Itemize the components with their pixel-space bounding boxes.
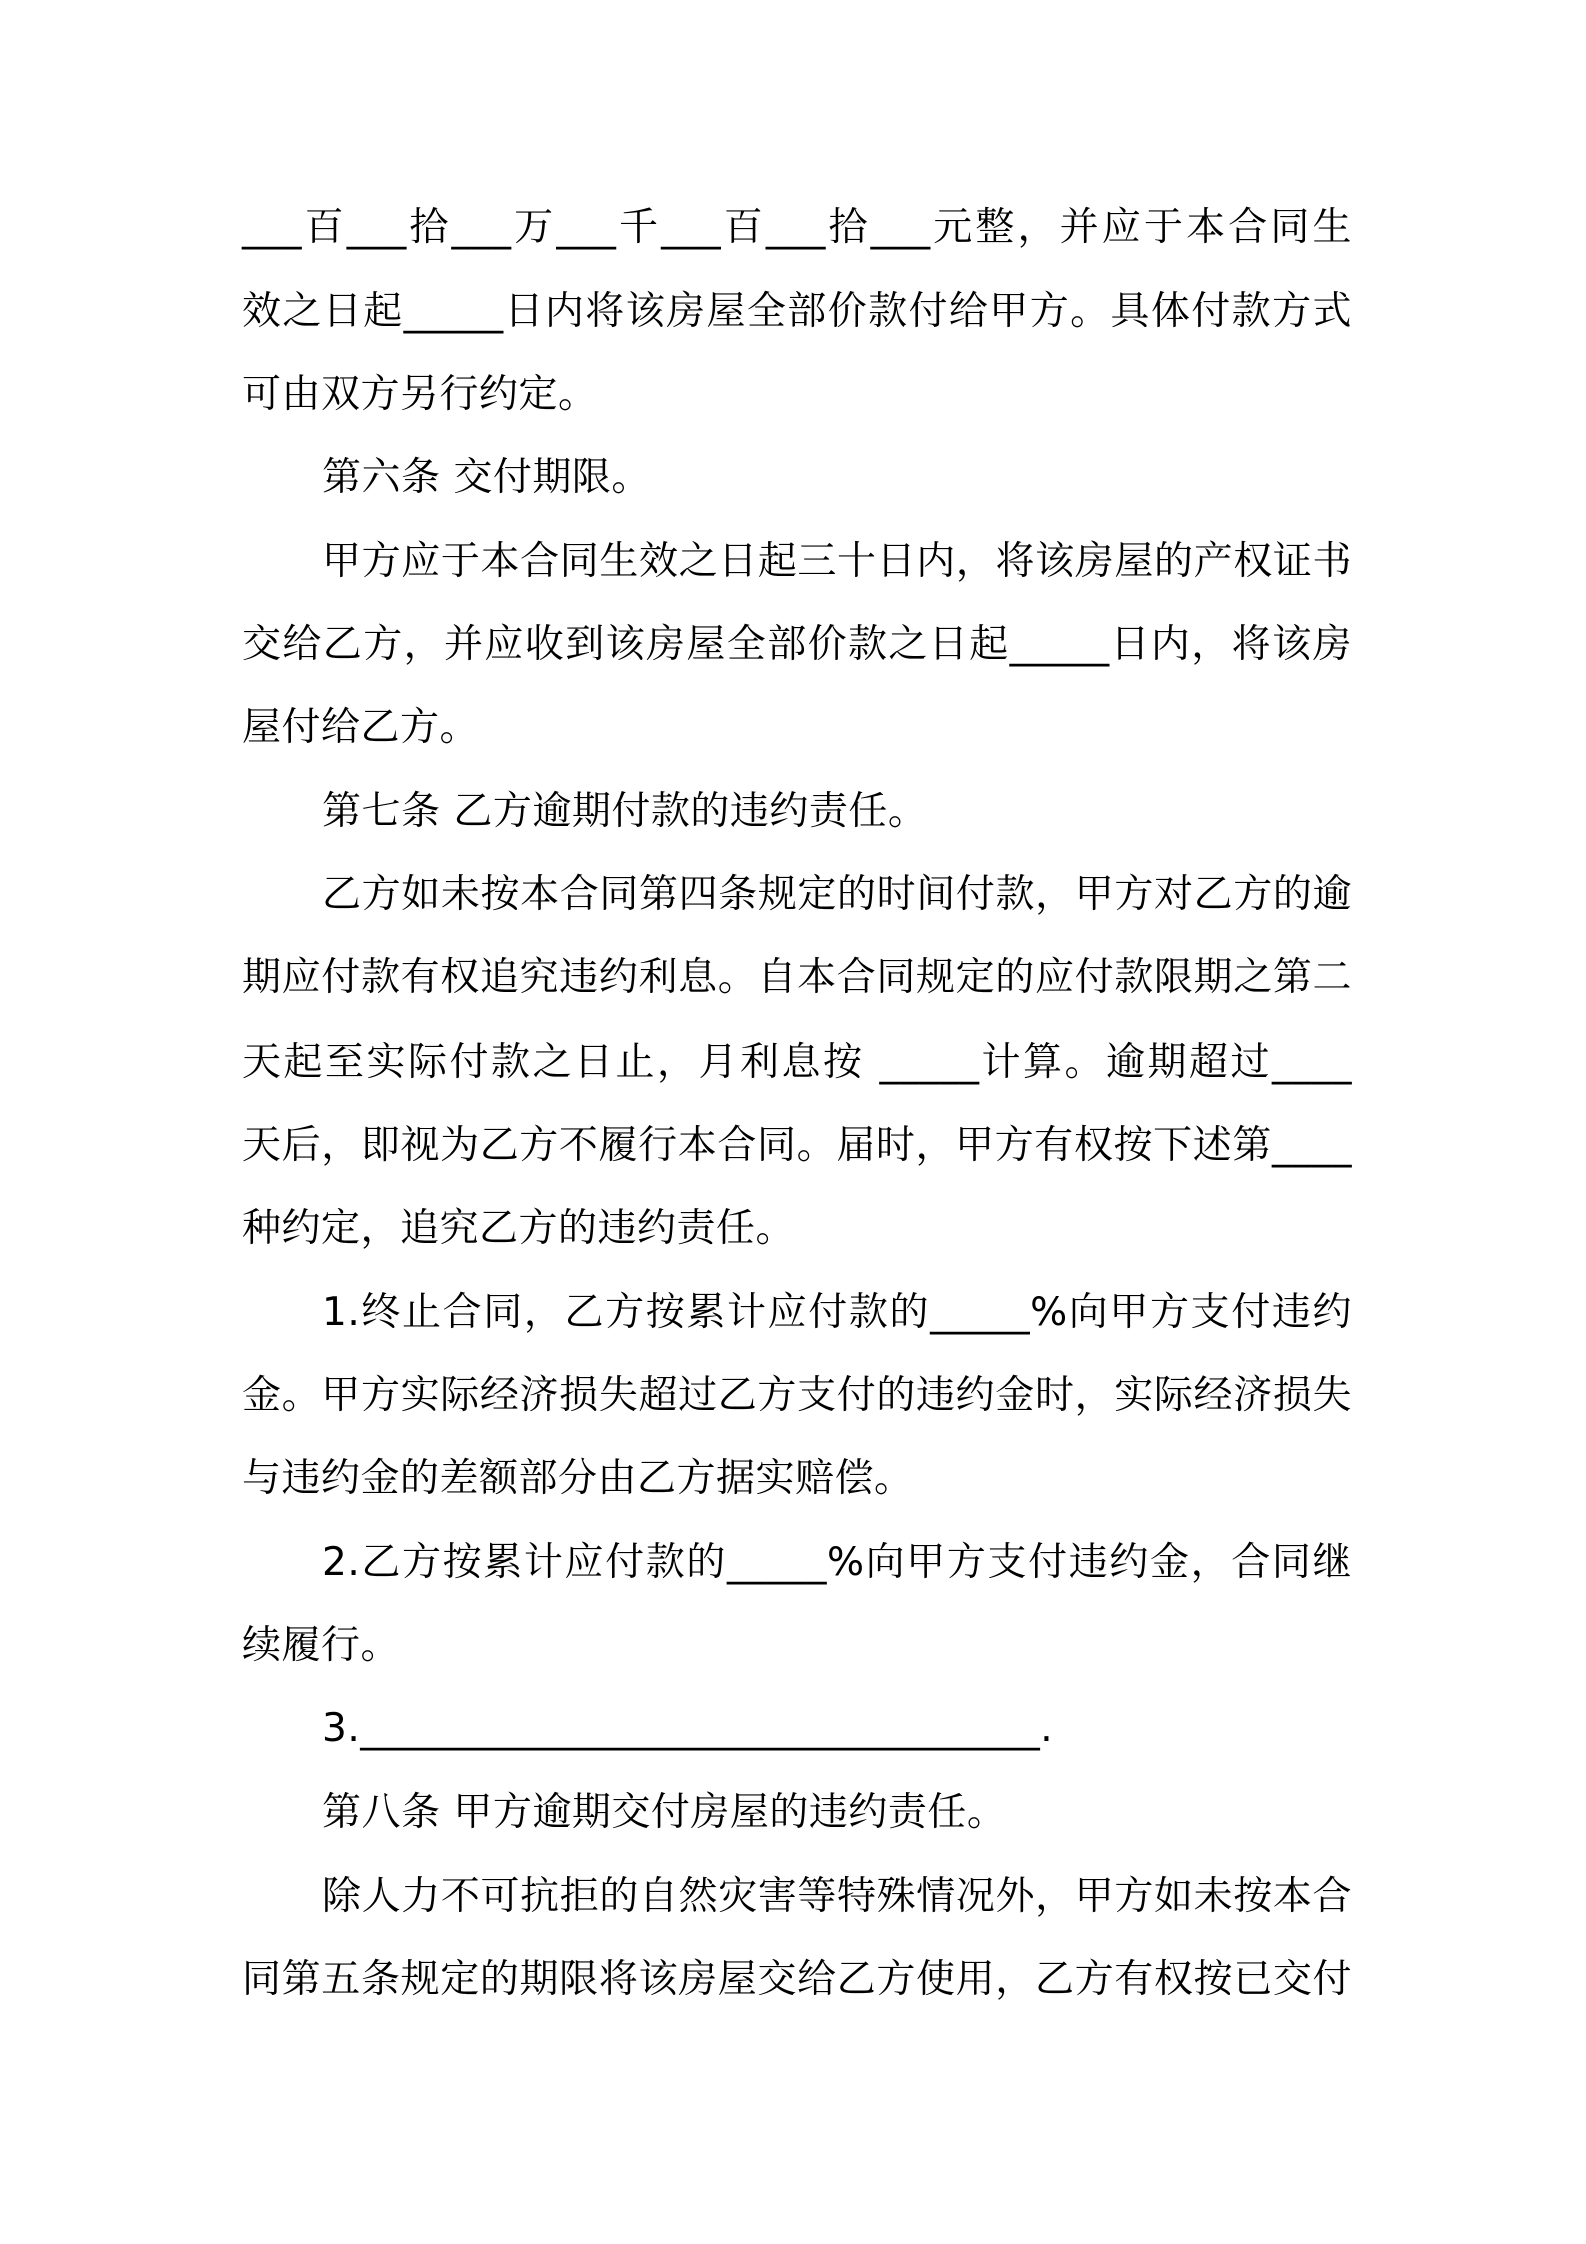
text-line: ___百___拾___万___千___百___拾___元整，并应于本合同生 <box>242 205 1352 250</box>
list-item: 3.__________________________________. <box>322 1706 1054 1751</box>
list-item: 1.终止合同，乙方按累计应付款的_____%向甲方支付违约 <box>322 1290 1352 1335</box>
text-line: 甲方应于本合同生效之日起三十日内，将该房屋的产权证书 <box>322 539 1352 584</box>
text-line: 天后，即视为乙方不履行本合同。届时，甲方有权按下述第____ <box>242 1123 1352 1168</box>
text-line: 效之日起_____日内将该房屋全部价款付给甲方。具体付款方式 <box>242 289 1352 334</box>
text-line: 与违约金的差额部分由乙方据实赔偿。 <box>242 1456 914 1501</box>
article-heading: 第六条 交付期限。 <box>322 455 651 500</box>
text-line: 同第五条规定的期限将该房屋交给乙方使用，乙方有权按已交付 <box>242 1957 1352 2002</box>
text-line: 乙方如未按本合同第四条规定的时间付款，甲方对乙方的逾 <box>322 872 1352 917</box>
text-line: 交给乙方，并应收到该房屋全部价款之日起_____日内，将该房 <box>242 622 1352 667</box>
text-line: 除人力不可抗拒的自然灾害等特殊情况外，甲方如未按本合 <box>322 1874 1352 1919</box>
text-line: 屋付给乙方。 <box>242 705 480 750</box>
text-line: 天起至实际付款之日止，月利息按 _____计算。逾期超过____ <box>242 1040 1352 1085</box>
text-line: 金。甲方实际经济损失超过乙方支付的违约金时，实际经济损失 <box>242 1373 1352 1418</box>
text-line: 期应付款有权追究违约利息。自本合同规定的应付款限期之第二 <box>242 955 1352 1000</box>
text-line: 可由双方另行约定。 <box>242 372 598 417</box>
list-item: 2.乙方按累计应付款的_____%向甲方支付违约金，合同继 <box>322 1540 1352 1585</box>
text-line: 种约定，追究乙方的违约责任。 <box>242 1206 796 1251</box>
text-line: 续履行。 <box>242 1623 401 1668</box>
article-heading: 第七条 乙方逾期付款的违约责任。 <box>322 789 928 834</box>
article-heading: 第八条 甲方逾期交付房屋的违约责任。 <box>322 1790 1007 1835</box>
